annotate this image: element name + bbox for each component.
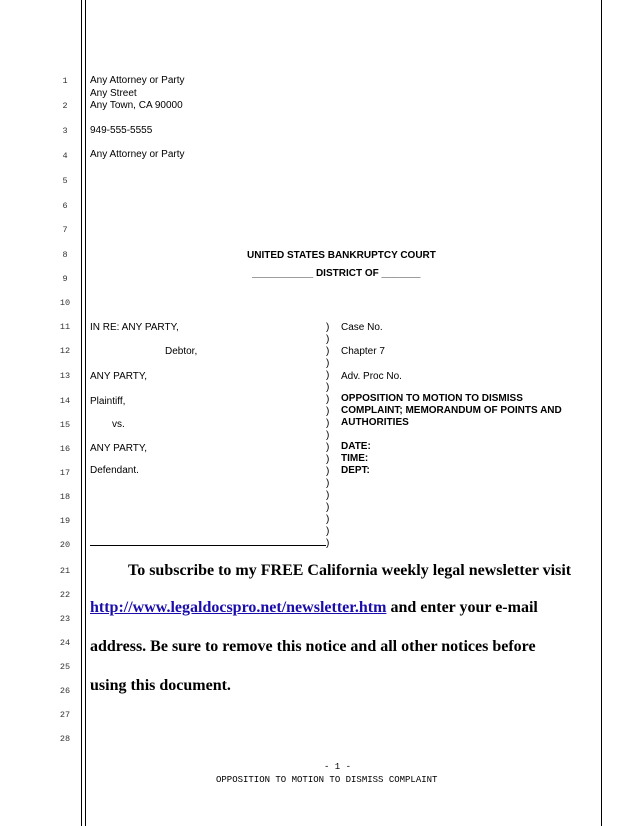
line-number: 21	[59, 566, 71, 576]
adversary-proceeding-number: Adv. Proc No.	[341, 371, 402, 382]
paren: )	[326, 478, 330, 489]
caption-vs: vs.	[112, 419, 125, 430]
paren: )	[326, 454, 330, 465]
paren: )	[326, 406, 330, 417]
line-number: 18	[59, 492, 71, 502]
paren: )	[326, 394, 330, 405]
line-number: 25	[59, 662, 71, 672]
paren: )	[326, 322, 330, 333]
paren: )	[326, 418, 330, 429]
line-number: 9	[62, 274, 68, 284]
paren: )	[326, 430, 330, 441]
line-number: 7	[62, 225, 68, 235]
line-number: 28	[59, 734, 71, 744]
paren: )	[326, 490, 330, 501]
paren: )	[326, 538, 330, 549]
line-number: 26	[59, 686, 71, 696]
line-number: 8	[62, 250, 68, 260]
left-margin-rule-inner	[85, 0, 86, 826]
footer-page-number: - 1 -	[324, 762, 352, 772]
caption-party2: ANY PARTY,	[90, 443, 148, 454]
line-number: 15	[59, 420, 71, 430]
line-number: 1	[62, 76, 68, 86]
caption-defendant: Defendant.	[90, 465, 139, 476]
line-number: 5	[62, 176, 68, 186]
paren: )	[326, 346, 330, 357]
line-number: 3	[62, 126, 68, 136]
hearing-time: TIME:	[341, 453, 369, 464]
line-number: 14	[59, 396, 71, 406]
caption-in-re: IN RE: ANY PARTY,	[90, 322, 179, 333]
newsletter-link[interactable]: http://www.legaldocspro.net/newsletter.htm	[90, 599, 387, 616]
line-number: 23	[59, 614, 71, 624]
line-number: 4	[62, 151, 68, 161]
paren: )	[326, 502, 330, 513]
attorney-city: Any Town, CA 90000	[90, 100, 183, 111]
line-number: 27	[59, 710, 71, 720]
line-number: 22	[59, 590, 71, 600]
line-number: 6	[62, 201, 68, 211]
paren: )	[326, 334, 330, 345]
line-number: 17	[59, 468, 71, 478]
hearing-date: DATE:	[341, 441, 371, 452]
notice-line-4: using this document.	[90, 677, 231, 694]
notice-line-3: address. Be sure to remove this notice and all other notices before	[90, 638, 536, 655]
court-district: ___________ DISTRICT OF _______	[252, 268, 421, 279]
line-number: 20	[59, 540, 71, 550]
right-margin-rule	[601, 0, 602, 826]
document-title-line-1: OPPOSITION TO MOTION TO DISMISS	[341, 393, 523, 404]
paren: )	[326, 514, 330, 525]
line-number: 11	[59, 322, 71, 332]
line-number: 16	[59, 444, 71, 454]
notice-line-2-rest: and enter your e-mail	[386, 599, 538, 616]
document-title-line-3: AUTHORITIES	[341, 417, 409, 428]
court-name: UNITED STATES BANKRUPTCY COURT	[247, 250, 436, 261]
case-number: Case No.	[341, 322, 383, 333]
left-margin-rule-outer	[81, 0, 82, 826]
paren: )	[326, 382, 330, 393]
paren: )	[326, 466, 330, 477]
line-number: 19	[59, 516, 71, 526]
attorney-role: Any Attorney or Party	[90, 149, 185, 160]
notice-line-2	[90, 599, 538, 617]
paren: )	[326, 526, 330, 537]
document-title-line-2: COMPLAINT; MEMORANDUM OF POINTS AND	[341, 405, 562, 416]
chapter: Chapter 7	[341, 346, 385, 357]
attorney-street: Any Street	[90, 88, 137, 99]
paren: )	[326, 370, 330, 381]
hearing-dept: DEPT:	[341, 465, 370, 476]
line-number: 12	[59, 346, 71, 356]
line-number: 10	[59, 298, 71, 308]
caption-underline	[90, 545, 326, 546]
attorney-name: Any Attorney or Party	[90, 75, 185, 86]
caption-debtor: Debtor,	[165, 346, 198, 357]
caption-plaintiff: Plaintiff,	[90, 396, 126, 407]
footer-title: OPPOSITION TO MOTION TO DISMISS COMPLAINT	[216, 775, 438, 785]
line-number: 24	[59, 638, 71, 648]
paren: )	[326, 442, 330, 453]
notice-line-1: To subscribe to my FREE California weekly legal newsletter visit	[128, 562, 572, 579]
attorney-phone: 949-555-5555	[90, 125, 153, 136]
line-number: 2	[62, 101, 68, 111]
line-number: 13	[59, 371, 71, 381]
caption-party: ANY PARTY,	[90, 371, 148, 382]
paren: )	[326, 358, 330, 369]
